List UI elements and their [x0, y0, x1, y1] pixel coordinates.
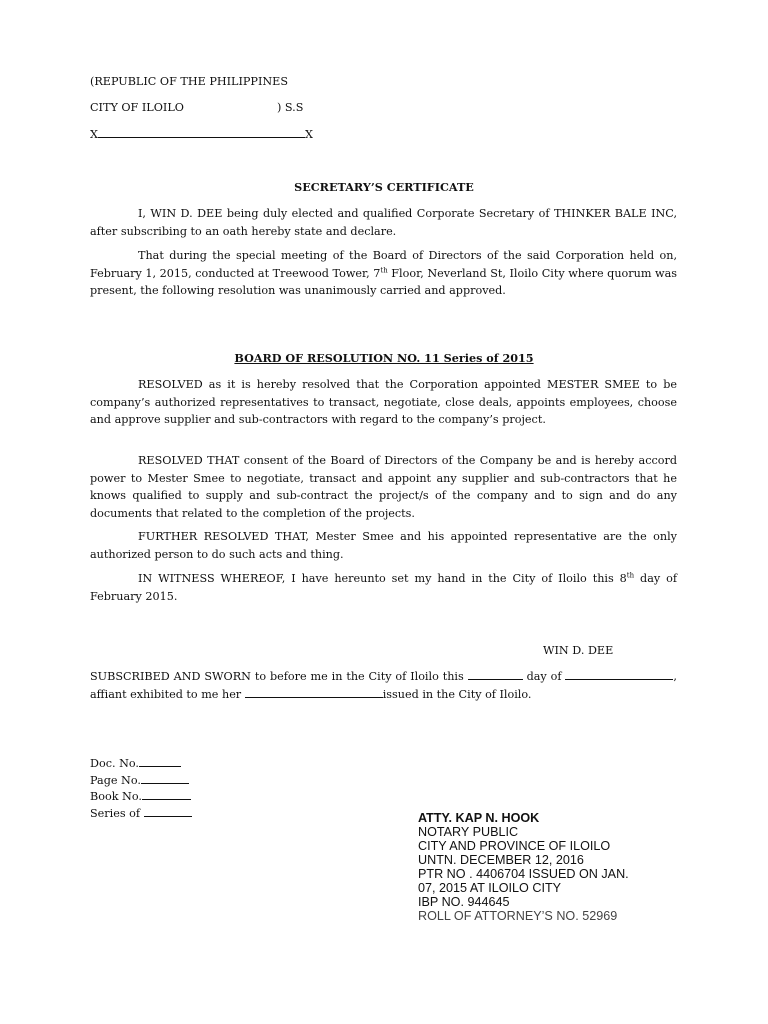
paragraph-declaration: I, WIN D. DEE being duly elected and qualified Corporate Secretary of THINKER BALE INC, after subscribing to an oath hereby state and declare. — [90, 207, 677, 238]
witness-text-cont: day of February 2015. — [90, 572, 677, 603]
doc-entries — [90, 755, 192, 821]
doc-entry — [90, 755, 192, 772]
notary-line: IBP NO. 944645 — [418, 895, 510, 909]
jurat-text-3: , affiant exhibited to me her — [90, 670, 677, 701]
meeting-ordinal: th — [380, 265, 388, 274]
notary-line: CITY AND PROVINCE OF ILOILO — [418, 839, 611, 853]
resolution-paragraph-3: FURTHER RESOLVED THAT, Mester Smee and his appointed representative are the only authorized person to do such acts and thing. — [90, 530, 677, 561]
doc-entry-blank[interactable] — [139, 755, 181, 767]
jurat-text-1: SUBSCRIBED AND SWORN to before me in the City of Iloilo this — [90, 670, 464, 683]
doc-entry-blank[interactable] — [141, 772, 189, 784]
resolution-paragraph-2: RESOLVED THAT consent of the Board of Directors of the Company be and is hereby accord power to Mester Smee to negotiate, transact and appoint any supplier and sub-contractors that he knows qualified to supply and sub-contract the project/s of the company and to sign and do any documents that related to the completion of the projects. — [90, 454, 677, 520]
doc-entry-blank[interactable] — [142, 788, 191, 800]
notary-block — [418, 811, 629, 923]
doc-entry-label: Book No. — [90, 790, 142, 803]
x-right-mark: X — [304, 128, 313, 141]
doc-entry-label: Series of — [90, 806, 141, 820]
witness-text: IN WITNESS WHEREOF, I have hereunto set my hand in the City of Iloilo this 8 — [138, 572, 627, 585]
notary-line: UNTN. DECEMBER 12, 2016 — [418, 853, 584, 867]
doc-entry — [90, 805, 192, 822]
ss-marker: ) S.S — [277, 101, 304, 114]
jurat-text-2: day of — [526, 670, 562, 683]
doc-entry — [90, 788, 192, 805]
jurat-text-4: issued in the City of Iloilo. — [382, 687, 532, 701]
x-line — [90, 126, 313, 143]
day-blank[interactable] — [468, 668, 523, 680]
meeting-text-cont: Floor, Neverland St, Iloilo City where quorum was present, the following resolution was unanimously carried and approved. — [90, 266, 677, 297]
id-blank[interactable] — [245, 686, 383, 698]
doc-entry-blank[interactable] — [144, 805, 192, 817]
x-left-mark: X — [90, 128, 98, 141]
certificate-title: SECRETARY’S CERTIFICATE — [294, 180, 474, 194]
notary-name: ATTY. KAP N. HOOK — [418, 811, 540, 825]
city-heading: CITY OF ILOILO — [90, 101, 184, 114]
doc-entry — [90, 772, 192, 789]
meeting-text: That during the special meeting of the Board of Directors of the said Corporation held on, February 1, 2015, conducted at Treewood Tower, 7 — [90, 249, 677, 280]
notary-line: ROLL OF ATTORNEY’S NO. 52969 — [418, 909, 618, 923]
witness-paragraph — [90, 570, 677, 605]
resolution-title: BOARD OF RESOLUTION NO. 11 Series of 2015 — [234, 351, 534, 365]
doc-entry-label: Page No. — [90, 773, 141, 787]
doc-entry-label: Doc. No. — [90, 757, 139, 770]
jurat-paragraph — [90, 668, 677, 703]
x-blank-line — [98, 126, 305, 138]
signatory-name: WIN D. DEE — [543, 644, 614, 657]
resolution-paragraph-1: RESOLVED as it is hereby resolved that the Corporation appointed MESTER SMEE to be company’s authorized representatives to transact, negotiate, close deals, appoints employees, choose and approve supplier and sub-contractors with regard to the company’s project. — [90, 378, 677, 426]
month-blank[interactable] — [565, 668, 673, 680]
republic-heading: (REPUBLIC OF THE PHILIPPINES — [90, 75, 288, 88]
notary-line: 07, 2015 AT ILOILO CITY — [418, 881, 562, 895]
witness-ordinal: th — [626, 571, 635, 580]
paragraph-meeting — [90, 247, 677, 300]
notary-line: PTR NO . 4406704 ISSUED ON JAN. — [418, 867, 629, 881]
notary-line: NOTARY PUBLIC — [418, 825, 519, 839]
